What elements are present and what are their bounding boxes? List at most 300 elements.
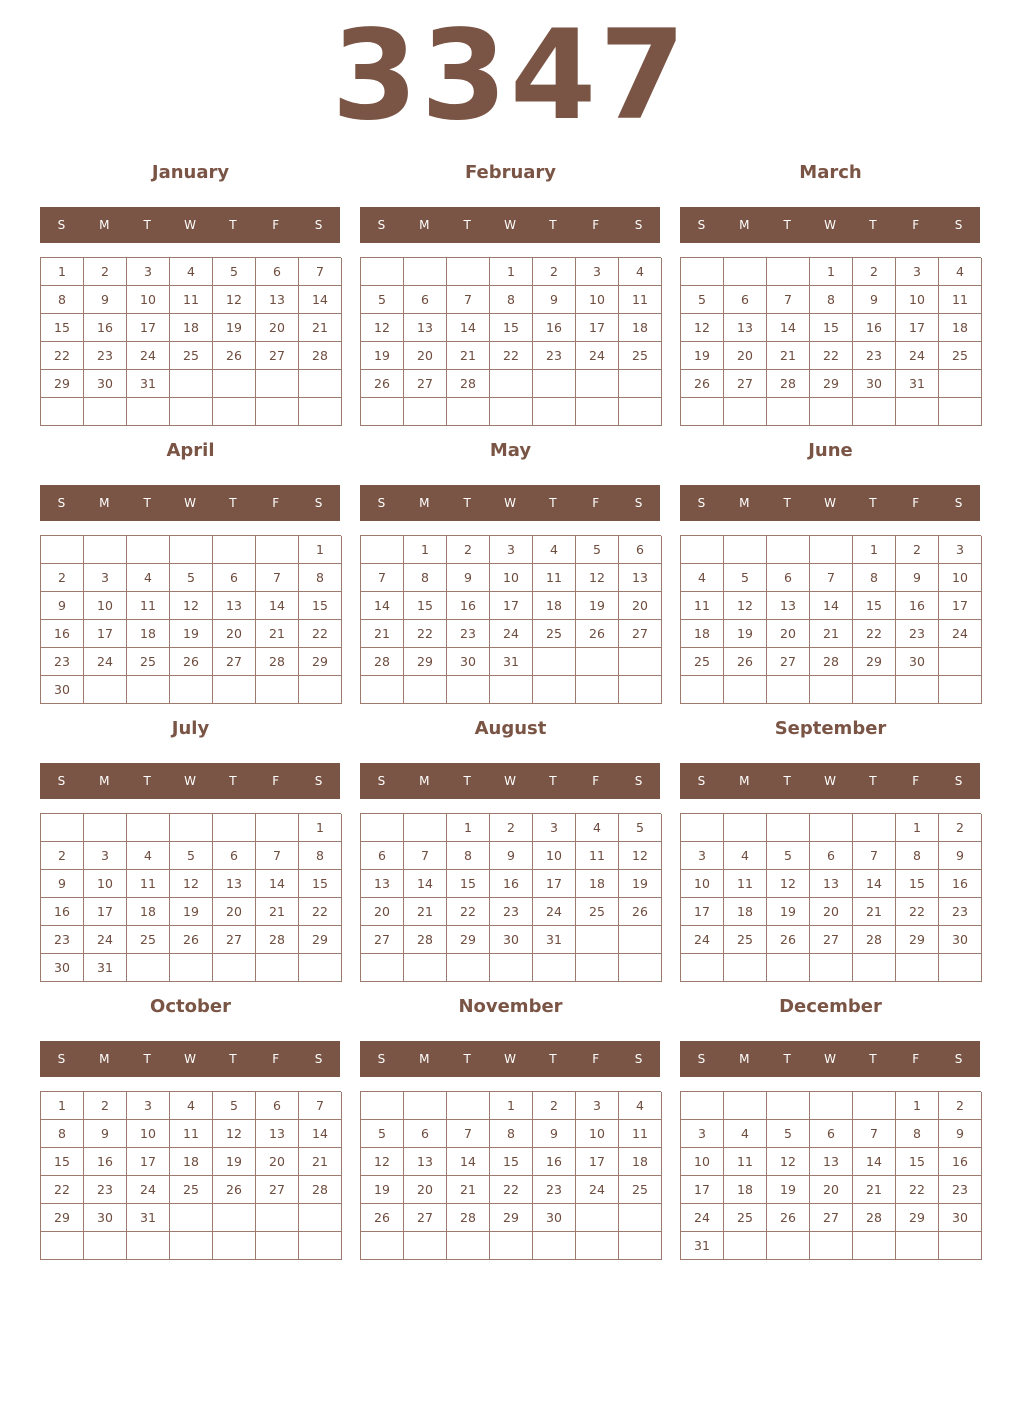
weekday-label: S xyxy=(57,1052,66,1066)
day-grid xyxy=(40,257,341,426)
weekday-label: T xyxy=(143,774,151,788)
empty-cell xyxy=(810,954,853,982)
day-cell: 21 xyxy=(853,1176,896,1204)
day-cell: 7 xyxy=(361,564,404,592)
empty-cell xyxy=(84,398,127,426)
empty-cell xyxy=(361,676,404,704)
day-cell: 28 xyxy=(299,342,342,370)
empty-cell xyxy=(213,536,256,564)
day-cell: 14 xyxy=(361,592,404,620)
day-cell: 14 xyxy=(447,1148,490,1176)
weekday-label: S xyxy=(377,218,386,232)
empty-cell xyxy=(361,398,404,426)
day-cell: 27 xyxy=(256,1176,299,1204)
empty-cell xyxy=(576,398,619,426)
empty-cell xyxy=(619,926,662,954)
day-cell: 26 xyxy=(724,648,767,676)
day-cell: 27 xyxy=(404,370,447,398)
empty-cell xyxy=(127,536,170,564)
day-cell: 10 xyxy=(896,286,939,314)
day-cell: 2 xyxy=(896,536,939,564)
day-cell: 2 xyxy=(84,258,127,286)
empty-cell xyxy=(404,398,447,426)
day-cell: 4 xyxy=(127,564,170,592)
empty-cell xyxy=(490,676,533,704)
empty-cell xyxy=(213,954,256,982)
day-cell: 3 xyxy=(576,258,619,286)
day-cell: 26 xyxy=(767,1204,810,1232)
day-cell: 30 xyxy=(853,370,896,398)
weekday-label: S xyxy=(314,774,323,788)
day-cell: 9 xyxy=(41,870,84,898)
empty-cell xyxy=(681,676,724,704)
day-cell: 24 xyxy=(490,620,533,648)
empty-cell xyxy=(853,1232,896,1260)
day-cell: 8 xyxy=(404,564,447,592)
day-cell: 6 xyxy=(724,286,767,314)
day-cell: 2 xyxy=(939,1092,982,1120)
day-cell: 20 xyxy=(767,620,810,648)
day-cell: 21 xyxy=(256,898,299,926)
day-cell: 29 xyxy=(896,1204,939,1232)
day-cell: 8 xyxy=(810,286,853,314)
day-cell: 12 xyxy=(576,564,619,592)
weekday-header xyxy=(40,763,340,799)
month-name: October xyxy=(150,996,231,1017)
empty-cell xyxy=(810,1232,853,1260)
day-cell: 12 xyxy=(681,314,724,342)
day-cell: 27 xyxy=(256,342,299,370)
day-cell: 4 xyxy=(619,1092,662,1120)
empty-cell xyxy=(724,1232,767,1260)
day-cell: 7 xyxy=(767,286,810,314)
day-cell: 10 xyxy=(681,1148,724,1176)
day-cell: 17 xyxy=(84,898,127,926)
day-cell: 6 xyxy=(810,1120,853,1148)
empty-cell xyxy=(213,398,256,426)
day-cell: 1 xyxy=(41,1092,84,1120)
day-cell: 1 xyxy=(896,1092,939,1120)
day-cell: 3 xyxy=(490,536,533,564)
day-cell: 2 xyxy=(447,536,490,564)
empty-cell xyxy=(619,954,662,982)
day-cell: 7 xyxy=(299,258,342,286)
day-cell: 24 xyxy=(681,926,724,954)
day-cell: 28 xyxy=(256,926,299,954)
day-cell: 5 xyxy=(170,564,213,592)
day-cell: 9 xyxy=(896,564,939,592)
empty-cell xyxy=(404,814,447,842)
day-cell: 11 xyxy=(724,870,767,898)
empty-cell xyxy=(810,1092,853,1120)
weekday-header xyxy=(680,763,980,799)
weekday-label: S xyxy=(377,774,386,788)
day-cell: 9 xyxy=(84,286,127,314)
day-cell: 27 xyxy=(724,370,767,398)
day-grid xyxy=(680,535,981,704)
day-cell: 8 xyxy=(299,564,342,592)
day-cell: 30 xyxy=(533,1204,576,1232)
day-cell: 5 xyxy=(681,286,724,314)
weekday-label: M xyxy=(739,774,750,788)
weekday-label: F xyxy=(272,774,280,788)
empty-cell xyxy=(619,370,662,398)
day-cell: 8 xyxy=(853,564,896,592)
empty-cell xyxy=(810,814,853,842)
weekday-label: S xyxy=(634,774,643,788)
day-cell: 9 xyxy=(447,564,490,592)
day-cell: 31 xyxy=(490,648,533,676)
day-cell: 20 xyxy=(810,898,853,926)
empty-cell xyxy=(170,954,213,982)
day-cell: 11 xyxy=(533,564,576,592)
day-cell: 24 xyxy=(127,1176,170,1204)
day-cell: 28 xyxy=(853,1204,896,1232)
day-cell: 1 xyxy=(299,814,342,842)
weekday-label: M xyxy=(419,218,430,232)
day-cell: 3 xyxy=(127,258,170,286)
weekday-label: S xyxy=(314,1052,323,1066)
day-cell: 9 xyxy=(853,286,896,314)
day-cell: 30 xyxy=(41,954,84,982)
empty-cell xyxy=(447,398,490,426)
weekday-header xyxy=(360,485,660,521)
day-cell: 19 xyxy=(361,1176,404,1204)
month-name: January xyxy=(151,162,230,183)
weekday-label: T xyxy=(783,496,791,510)
day-cell: 15 xyxy=(896,870,939,898)
day-cell: 18 xyxy=(576,870,619,898)
month-name: December xyxy=(779,996,882,1017)
day-cell: 21 xyxy=(256,620,299,648)
day-cell: 8 xyxy=(896,842,939,870)
empty-cell xyxy=(533,676,576,704)
day-cell: 20 xyxy=(404,342,447,370)
day-cell: 16 xyxy=(533,314,576,342)
weekday-label: W xyxy=(184,218,196,232)
day-cell: 4 xyxy=(939,258,982,286)
day-cell: 16 xyxy=(84,314,127,342)
day-cell: 12 xyxy=(767,870,810,898)
weekday-label: M xyxy=(739,218,750,232)
day-cell: 1 xyxy=(404,536,447,564)
month-name: August xyxy=(474,718,547,739)
day-cell: 8 xyxy=(41,286,84,314)
day-cell: 16 xyxy=(939,1148,982,1176)
weekday-label: T xyxy=(229,774,237,788)
day-cell: 9 xyxy=(939,842,982,870)
month-name: September xyxy=(774,718,887,739)
empty-cell xyxy=(810,676,853,704)
day-cell: 5 xyxy=(361,1120,404,1148)
day-cell: 20 xyxy=(256,314,299,342)
day-cell: 23 xyxy=(896,620,939,648)
day-cell: 30 xyxy=(896,648,939,676)
day-cell: 15 xyxy=(299,592,342,620)
weekday-label: F xyxy=(592,496,600,510)
day-cell: 12 xyxy=(361,314,404,342)
weekday-label: S xyxy=(954,1052,963,1066)
day-cell: 23 xyxy=(533,1176,576,1204)
day-cell: 16 xyxy=(84,1148,127,1176)
day-cell: 14 xyxy=(853,1148,896,1176)
day-cell: 11 xyxy=(939,286,982,314)
empty-cell xyxy=(767,398,810,426)
day-cell: 5 xyxy=(361,286,404,314)
day-cell: 21 xyxy=(299,1148,342,1176)
weekday-header xyxy=(360,207,660,243)
day-cell: 3 xyxy=(84,564,127,592)
empty-cell xyxy=(84,1232,127,1260)
empty-cell xyxy=(681,536,724,564)
day-cell: 6 xyxy=(213,564,256,592)
weekday-label: S xyxy=(57,774,66,788)
empty-cell xyxy=(619,398,662,426)
day-cell: 19 xyxy=(361,342,404,370)
empty-cell xyxy=(810,536,853,564)
day-cell: 22 xyxy=(41,342,84,370)
empty-cell xyxy=(127,398,170,426)
weekday-label: T xyxy=(229,1052,237,1066)
day-cell: 22 xyxy=(299,898,342,926)
weekday-label: F xyxy=(912,1052,920,1066)
day-cell: 13 xyxy=(404,314,447,342)
day-cell: 25 xyxy=(533,620,576,648)
day-cell: 10 xyxy=(84,592,127,620)
day-cell: 28 xyxy=(361,648,404,676)
day-cell: 27 xyxy=(619,620,662,648)
day-cell: 9 xyxy=(84,1120,127,1148)
day-cell: 26 xyxy=(170,648,213,676)
day-cell: 4 xyxy=(170,1092,213,1120)
day-cell: 11 xyxy=(170,1120,213,1148)
day-cell: 15 xyxy=(853,592,896,620)
day-cell: 6 xyxy=(404,286,447,314)
day-cell: 19 xyxy=(576,592,619,620)
day-grid xyxy=(40,535,341,704)
day-cell: 12 xyxy=(767,1148,810,1176)
day-cell: 2 xyxy=(41,842,84,870)
day-cell: 28 xyxy=(404,926,447,954)
empty-cell xyxy=(724,814,767,842)
day-cell: 4 xyxy=(127,842,170,870)
day-cell: 23 xyxy=(853,342,896,370)
month-name: July xyxy=(171,718,210,739)
day-cell: 31 xyxy=(84,954,127,982)
empty-cell xyxy=(447,1092,490,1120)
weekday-label: F xyxy=(592,774,600,788)
day-cell: 4 xyxy=(576,814,619,842)
day-cell: 16 xyxy=(533,1148,576,1176)
empty-cell xyxy=(853,1092,896,1120)
day-cell: 14 xyxy=(256,870,299,898)
day-cell: 13 xyxy=(256,1120,299,1148)
day-cell: 6 xyxy=(810,842,853,870)
empty-cell xyxy=(576,954,619,982)
empty-cell xyxy=(724,1092,767,1120)
empty-cell xyxy=(213,676,256,704)
weekday-label: T xyxy=(869,774,877,788)
day-cell: 12 xyxy=(170,870,213,898)
day-cell: 6 xyxy=(213,842,256,870)
weekday-label: T xyxy=(463,1052,471,1066)
weekday-label: W xyxy=(824,496,836,510)
day-cell: 9 xyxy=(533,1120,576,1148)
day-cell: 19 xyxy=(170,620,213,648)
weekday-label: S xyxy=(634,496,643,510)
day-grid xyxy=(680,257,981,426)
day-cell: 13 xyxy=(256,286,299,314)
day-cell: 16 xyxy=(41,898,84,926)
day-cell: 24 xyxy=(681,1204,724,1232)
day-cell: 4 xyxy=(724,1120,767,1148)
day-cell: 19 xyxy=(213,314,256,342)
day-cell: 11 xyxy=(170,286,213,314)
weekday-label: F xyxy=(912,774,920,788)
day-cell: 2 xyxy=(41,564,84,592)
empty-cell xyxy=(619,1204,662,1232)
day-cell: 26 xyxy=(213,1176,256,1204)
day-cell: 23 xyxy=(533,342,576,370)
empty-cell xyxy=(939,676,982,704)
day-cell: 27 xyxy=(213,926,256,954)
empty-cell xyxy=(724,258,767,286)
day-cell: 14 xyxy=(447,314,490,342)
day-cell: 14 xyxy=(256,592,299,620)
empty-cell xyxy=(361,1232,404,1260)
weekday-label: W xyxy=(824,1052,836,1066)
weekday-label: M xyxy=(419,774,430,788)
day-cell: 26 xyxy=(361,370,404,398)
day-cell: 28 xyxy=(767,370,810,398)
empty-cell xyxy=(767,814,810,842)
day-cell: 13 xyxy=(213,592,256,620)
month-name: April xyxy=(166,440,215,461)
day-cell: 17 xyxy=(576,1148,619,1176)
empty-cell xyxy=(256,1204,299,1232)
day-cell: 20 xyxy=(724,342,767,370)
day-cell: 1 xyxy=(490,258,533,286)
day-cell: 25 xyxy=(127,648,170,676)
empty-cell xyxy=(361,1092,404,1120)
empty-cell xyxy=(256,398,299,426)
empty-cell xyxy=(767,536,810,564)
empty-cell xyxy=(256,814,299,842)
day-cell: 6 xyxy=(361,842,404,870)
weekday-header xyxy=(360,763,660,799)
empty-cell xyxy=(404,1232,447,1260)
day-cell: 5 xyxy=(213,258,256,286)
day-cell: 10 xyxy=(576,286,619,314)
day-cell: 1 xyxy=(896,814,939,842)
day-grid xyxy=(40,813,341,982)
day-cell: 18 xyxy=(170,1148,213,1176)
day-cell: 17 xyxy=(681,1176,724,1204)
weekday-label: S xyxy=(57,496,66,510)
day-cell: 13 xyxy=(404,1148,447,1176)
empty-cell xyxy=(939,1232,982,1260)
weekday-label: M xyxy=(419,1052,430,1066)
day-grid xyxy=(360,535,661,704)
day-cell: 15 xyxy=(41,314,84,342)
empty-cell xyxy=(896,1232,939,1260)
weekday-label: W xyxy=(504,774,516,788)
day-cell: 19 xyxy=(170,898,213,926)
weekday-label: T xyxy=(783,774,791,788)
weekday-label: T xyxy=(463,496,471,510)
weekday-label: F xyxy=(272,1052,280,1066)
day-cell: 7 xyxy=(256,564,299,592)
month-name: March xyxy=(799,162,862,183)
day-cell: 30 xyxy=(84,370,127,398)
day-cell: 19 xyxy=(681,342,724,370)
day-cell: 18 xyxy=(724,898,767,926)
day-cell: 7 xyxy=(853,1120,896,1148)
day-cell: 16 xyxy=(490,870,533,898)
empty-cell xyxy=(490,954,533,982)
day-cell: 2 xyxy=(490,814,533,842)
day-cell: 18 xyxy=(939,314,982,342)
day-grid xyxy=(360,813,661,982)
weekday-label: M xyxy=(99,218,110,232)
day-cell: 3 xyxy=(533,814,576,842)
empty-cell xyxy=(619,1232,662,1260)
empty-cell xyxy=(896,954,939,982)
month-name: February xyxy=(464,162,557,183)
day-cell: 26 xyxy=(170,926,213,954)
weekday-label: T xyxy=(869,1052,877,1066)
day-cell: 13 xyxy=(724,314,767,342)
day-cell: 11 xyxy=(576,842,619,870)
empty-cell xyxy=(213,1232,256,1260)
day-cell: 23 xyxy=(84,342,127,370)
day-cell: 3 xyxy=(896,258,939,286)
day-cell: 29 xyxy=(299,926,342,954)
day-cell: 27 xyxy=(404,1204,447,1232)
empty-cell xyxy=(853,676,896,704)
empty-cell xyxy=(724,676,767,704)
day-cell: 11 xyxy=(127,870,170,898)
empty-cell xyxy=(127,1232,170,1260)
day-cell: 2 xyxy=(84,1092,127,1120)
day-cell: 7 xyxy=(299,1092,342,1120)
day-cell: 11 xyxy=(681,592,724,620)
day-cell: 3 xyxy=(681,1120,724,1148)
weekday-label: W xyxy=(824,218,836,232)
empty-cell xyxy=(361,954,404,982)
weekday-label: T xyxy=(869,496,877,510)
day-cell: 8 xyxy=(41,1120,84,1148)
day-cell: 30 xyxy=(41,676,84,704)
month-name: November xyxy=(458,996,563,1017)
day-cell: 5 xyxy=(767,842,810,870)
day-cell: 2 xyxy=(853,258,896,286)
empty-cell xyxy=(361,258,404,286)
empty-cell xyxy=(404,1092,447,1120)
day-cell: 21 xyxy=(767,342,810,370)
day-cell: 22 xyxy=(896,898,939,926)
day-cell: 1 xyxy=(447,814,490,842)
day-cell: 22 xyxy=(404,620,447,648)
weekday-label: S xyxy=(57,218,66,232)
weekday-label: T xyxy=(549,218,557,232)
weekday-header xyxy=(40,1041,340,1077)
day-cell: 14 xyxy=(404,870,447,898)
day-cell: 24 xyxy=(896,342,939,370)
empty-cell xyxy=(767,258,810,286)
day-cell: 31 xyxy=(896,370,939,398)
day-cell: 23 xyxy=(490,898,533,926)
